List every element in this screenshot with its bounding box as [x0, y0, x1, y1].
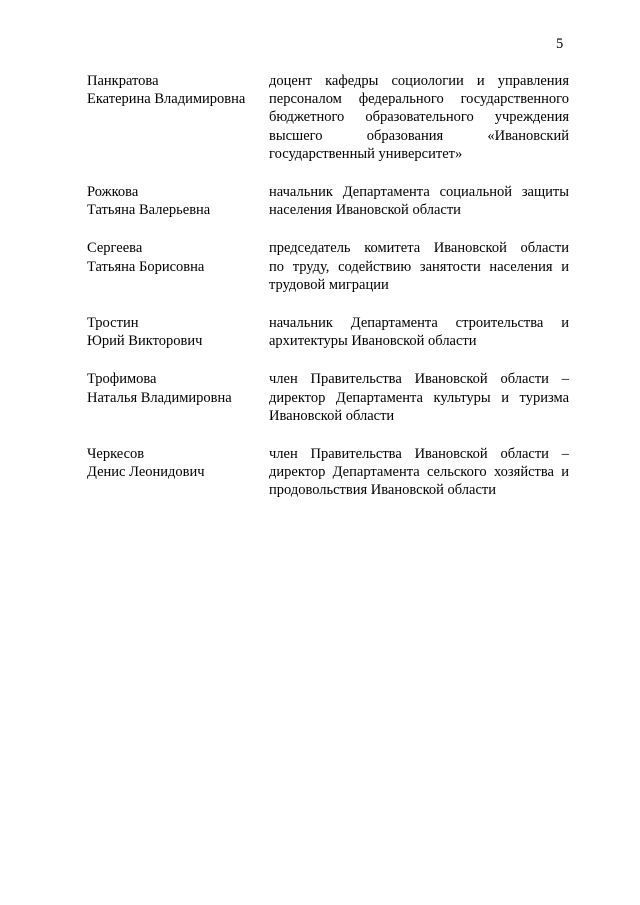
position-line: начальник Департамента социальной защиты: [269, 184, 569, 201]
position-line: член Правительства Ивановской области –: [269, 446, 569, 463]
position-line: персоналом федерального государственного: [269, 91, 569, 108]
member-entry: [87, 370, 569, 425]
member-name: [87, 445, 269, 481]
position-line: Ивановской области: [269, 407, 395, 424]
member-name: [87, 72, 269, 108]
member-surname: Трофимова: [87, 371, 157, 388]
member-name: [87, 370, 269, 406]
member-surname: Черкесов: [87, 446, 145, 463]
member-entry: [87, 183, 569, 219]
member-surname: Сергеева: [87, 240, 143, 257]
member-list: [87, 72, 569, 500]
member-given-names: Екатерина Владимировна: [87, 91, 246, 108]
member-given-names: Юрий Викторович: [87, 333, 203, 350]
member-given-names: Татьяна Борисовна: [87, 258, 205, 275]
position-line: продовольствия Ивановской области: [269, 482, 496, 499]
position-line: трудовой миграции: [269, 276, 389, 293]
position-line: государственный университет»: [269, 145, 463, 162]
member-position: [269, 239, 569, 294]
member-position: [269, 370, 569, 425]
member-position: [269, 314, 569, 350]
member-given-names: Наталья Владимировна: [87, 389, 232, 406]
member-name: [87, 239, 269, 275]
position-line: член Правительства Ивановской области –: [269, 371, 569, 388]
member-surname: Тростин: [87, 315, 139, 332]
member-entry: [87, 239, 569, 294]
member-entry: [87, 445, 569, 500]
member-name: [87, 183, 269, 219]
position-line: доцент кафедры социологии и управления: [269, 73, 569, 89]
position-line: директор Департамента сельского хозяйства и: [269, 464, 569, 481]
member-given-names: Татьяна Валерьевна: [87, 202, 211, 219]
position-line: высшего образования «Ивановский: [269, 127, 569, 144]
member-position: [269, 445, 569, 500]
member-entry: [87, 72, 569, 163]
member-surname: Рожкова: [87, 184, 139, 201]
position-line: по труду, содействию занятости населения и: [269, 258, 569, 275]
position-line: начальник Департамента строительства и: [269, 315, 569, 332]
member-position: [269, 72, 569, 163]
member-given-names: Денис Леонидович: [87, 464, 205, 481]
position-line: населения Ивановской области: [269, 202, 461, 219]
position-line: председатель комитета Ивановской области: [269, 240, 569, 257]
position-line: архитектуры Ивановской области: [269, 333, 477, 350]
member-position: [269, 183, 569, 219]
member-name: [87, 314, 269, 350]
position-line: директор Департамента культуры и туризма: [269, 389, 569, 406]
position-line: бюджетного образовательного учреждения: [269, 109, 569, 126]
member-surname: Панкратова: [87, 73, 159, 89]
member-entry: [87, 314, 569, 350]
page-number: 5: [556, 36, 564, 52]
